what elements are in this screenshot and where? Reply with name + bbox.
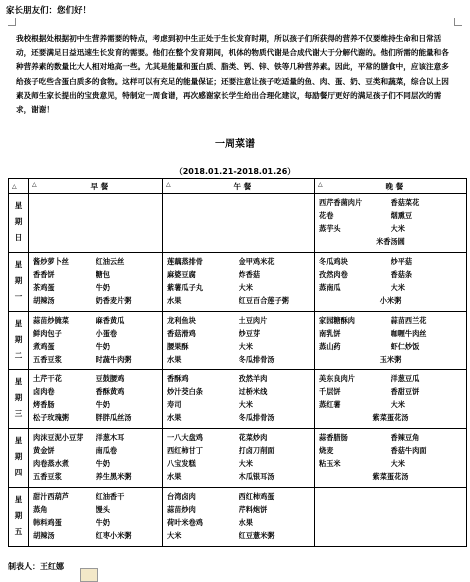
dish-item: 五香豆浆 — [33, 472, 62, 482]
dish-item: 牛奶 — [95, 459, 110, 469]
day-label-char: 星 — [14, 259, 23, 269]
dinner-cell — [315, 488, 467, 547]
day-label — [9, 194, 29, 253]
dish-item: 韩料鸡蛋 — [33, 518, 62, 528]
dish-item: 粘玉米 — [319, 459, 341, 469]
stamp-image — [80, 568, 98, 582]
dish-item: 胡辣汤 — [33, 295, 55, 305]
dish-item: 麻香黄瓜 — [95, 315, 125, 325]
dish-item: 蒸南瓜 — [319, 282, 341, 292]
dish-item: 洋葱木耳 — [95, 433, 125, 443]
dish-item: 烤香肠 — [33, 400, 55, 410]
dish-list — [163, 253, 314, 307]
lunch-cell — [163, 311, 315, 370]
day-label-char: 二 — [14, 350, 23, 360]
dish-item: 鲜肉包子 — [33, 328, 62, 338]
day-label-char: 三 — [14, 409, 23, 419]
dish-item: 牛奶 — [95, 518, 110, 528]
dish-item: 馒头 — [95, 505, 110, 515]
dish-item: 水果 — [167, 354, 182, 364]
dish-item: 五香豆浆 — [33, 354, 62, 364]
dish-list — [29, 312, 162, 366]
dish-item: 豆鼓腰鸡 — [95, 374, 125, 384]
dish-item: 南乳饼 — [319, 328, 341, 338]
dinner-cell — [315, 311, 467, 370]
dish-item: 胖胖瓜丝汤 — [95, 413, 132, 423]
dish-item: 蒸红薯 — [319, 400, 341, 410]
lunch-cell — [163, 370, 315, 429]
header-row — [9, 179, 467, 194]
dish-item: 大米 — [390, 400, 405, 410]
dish-item: 水果 — [167, 413, 182, 423]
day-label-char: 一 — [14, 291, 23, 301]
lunch-cell — [163, 252, 315, 311]
dish-item: 土豆肉片 — [238, 315, 268, 325]
day-label-char: 期 — [14, 511, 23, 521]
day-row — [9, 429, 467, 488]
dish-item: 花卷 — [319, 211, 334, 220]
dish-item: 洋葱豆瓜 — [390, 374, 420, 384]
day-label-char: 期 — [14, 393, 23, 403]
dish-item: 酱炒萝卜丝 — [33, 256, 69, 266]
dish-item: 香辣豆角 — [390, 433, 420, 443]
day-row — [9, 311, 467, 370]
dish-item: 香香饼 — [33, 269, 55, 279]
dish-item: 龙利鱼块 — [167, 315, 196, 325]
dish-list — [315, 429, 466, 483]
dish-list — [163, 370, 314, 424]
dish-item: 香菇滑鸡 — [167, 328, 196, 338]
day-label — [9, 429, 29, 488]
maker-label: 制表人：王红娜 — [8, 562, 64, 571]
dish-item: 麻婆豆腐 — [167, 269, 196, 279]
dish-item: 蒜苗西兰花 — [390, 315, 427, 325]
dish-list — [315, 253, 466, 307]
dish-item: 莲藕蒸排骨 — [167, 256, 203, 266]
dish-item: 香酥黄鸡 — [95, 387, 125, 397]
dish-item: 时蔬牛肉粥 — [95, 354, 132, 364]
dish-item: 牛奶 — [95, 282, 110, 292]
dish-list — [29, 253, 162, 307]
dish-item: 大米 — [238, 341, 253, 351]
dish-item: 冬瓜排骨汤 — [238, 413, 275, 423]
dish-item: 炒豆芽 — [238, 328, 261, 338]
dish-item: 蒜苗炒肉 — [167, 505, 196, 515]
dish-item: 大米 — [238, 459, 253, 469]
dish-item: 土芹干花 — [33, 374, 62, 384]
dinner-cell — [315, 429, 467, 488]
dish-item: 台湾卤肉 — [167, 492, 196, 502]
menu-body — [9, 194, 467, 547]
day-row — [9, 194, 467, 253]
dish-item: 芹料炮饼 — [238, 505, 268, 515]
day-label-char: 五 — [14, 527, 23, 537]
day-label-char: 星 — [14, 377, 23, 387]
day-label-char: 四 — [14, 468, 23, 478]
dish-item: 炒汁茭白条 — [167, 387, 203, 397]
dish-item: 西芹香菌肉片 — [319, 198, 363, 207]
dish-list — [29, 194, 162, 196]
dish-list — [315, 312, 466, 366]
dish-item: 烟熏豆 — [390, 211, 413, 220]
breakfast-cell — [29, 311, 163, 370]
header-corner: △ — [9, 179, 29, 194]
dish-item: 过桥米线 — [238, 387, 268, 397]
dish-item: 寿司 — [167, 400, 182, 410]
dish-list — [29, 370, 162, 424]
dish-item: 孜然羊肉 — [238, 374, 268, 384]
dinner-cell — [315, 194, 467, 253]
dish-item: 红油云丝 — [95, 256, 125, 266]
dish-item: 金甲鸡米花 — [238, 256, 275, 266]
lunch-cell — [163, 488, 315, 547]
dish-item: 蒸角 — [33, 505, 48, 515]
day-row — [9, 370, 467, 429]
dish-list — [29, 488, 162, 542]
day-label — [9, 488, 29, 547]
dish-item: 蒜苗炒腌菜 — [33, 315, 69, 325]
dish-item: 水果 — [167, 472, 182, 482]
header-lunch: △ 午 餐 — [163, 179, 315, 194]
corner-mark-left — [8, 18, 16, 26]
day-label-char: 日 — [14, 233, 23, 242]
header-dinner: △ 晚 餐 — [315, 179, 467, 194]
breakfast-cell — [29, 194, 163, 253]
dish-item: 牛奶 — [95, 400, 110, 410]
dish-item: 卤肉卷 — [33, 387, 55, 397]
dish-item: 香酥鸡 — [167, 374, 189, 384]
day-label-char: 星 — [14, 495, 23, 505]
day-label-char: 期 — [14, 334, 23, 344]
breakfast-cell — [29, 429, 163, 488]
dish-item: 玉米粥 — [379, 354, 402, 364]
dish-item: 美东良肉片 — [319, 374, 355, 384]
intro-paragraph: 我校根据处根据初中生营养需要的特点，考虑到初中生正处于生长发育时期，所以孩子们所获得的营养不仅要维持生命和日常活动，还要满足日益迅速生长发育的需要。他们在整个发育期间，机体的物质代谢是合成代谢大于分解代谢的。他们所需的能量和各种营养素的数量比大人相对地高一些。尤其是能量和蛋白质、脂类、钙、锌、铁等几种营养素。因此，平常的膳食中，应该注意多给孩子吃些含蛋白质多的食物。这样可以有充足的能量保证；还要注意让孩子吃适量的鱼、肉、蛋、奶、豆类和蔬菜，综合以上因素及师生家长提出的宝贵意见，特制定一周食谱，再次感谢家长学生给出合理化建议，每励餐厅更好的满足孩子们不同层次的需求，谢谢！ — [16, 34, 449, 115]
dish-item: 咖喱牛肉丝 — [390, 328, 427, 338]
dish-item: 红油香干 — [95, 492, 125, 502]
dish-item: 打卤刀削面 — [238, 446, 275, 456]
dinner-cell — [315, 252, 467, 311]
dish-item: 荷叶米卷鸡 — [167, 518, 203, 528]
dish-item: 茶鸡蛋 — [33, 282, 55, 292]
dish-item: 蒜香腊肠 — [319, 433, 348, 443]
dish-item: 虾仁炒饭 — [390, 341, 420, 351]
dish-list — [315, 370, 466, 424]
dish-item: 养生黑米粥 — [95, 472, 132, 482]
dish-item: 大米 — [390, 459, 405, 469]
dish-item: 煮鸡蛋 — [33, 341, 55, 351]
dish-list — [163, 194, 314, 196]
breakfast-cell — [29, 370, 163, 429]
dish-item: 冬瓜排骨汤 — [238, 354, 275, 364]
lunch-cell — [163, 429, 315, 488]
breakfast-cell — [29, 488, 163, 547]
day-label-char: 星 — [14, 201, 23, 210]
dish-item: 蒸芋头 — [319, 224, 341, 233]
weekly-menu-table — [8, 178, 467, 547]
dish-item: 香甜豆饼 — [390, 387, 420, 397]
dish-list — [29, 429, 162, 483]
dish-item: 紫菜蛋花汤 — [372, 472, 409, 482]
dish-item: 大米 — [390, 282, 405, 292]
corner-mark-right — [454, 18, 462, 26]
dish-item: 大米 — [238, 400, 253, 410]
dish-item: 孜然肉卷 — [319, 269, 348, 279]
dish-list — [315, 488, 466, 490]
dish-item: 松子玫瑰粥 — [33, 413, 69, 423]
dish-item: 香菇条 — [390, 269, 413, 279]
dish-item: 黄金饼 — [33, 446, 55, 456]
dish-item: 红枣小米粥 — [95, 531, 132, 541]
day-label-char: 期 — [14, 217, 23, 226]
menu-title: 一周菜谱 — [215, 139, 255, 150]
dish-list — [163, 312, 314, 366]
dish-item: 千层饼 — [319, 387, 341, 397]
dish-list — [163, 429, 314, 483]
dish-item: 烧麦 — [319, 446, 334, 456]
dish-item: 冬瓜鸡块 — [319, 256, 348, 266]
day-label-char: 期 — [14, 452, 23, 462]
dish-item: 西红柿鸡蛋 — [238, 492, 275, 502]
dish-item: 花菜炒肉 — [238, 433, 268, 443]
dish-item: 奶香麦片粥 — [95, 295, 132, 305]
dish-item: 胡辣汤 — [33, 531, 55, 541]
dish-item: 蒸山药 — [319, 341, 341, 351]
dish-item: 腰果酥 — [167, 341, 189, 351]
day-label — [9, 370, 29, 429]
day-label-char: 星 — [14, 318, 23, 328]
greeting: 家长朋友们：您们好！ — [6, 6, 92, 16]
dish-item: 肉沫豆泥小豆芽 — [33, 433, 84, 443]
date-range: （2018.01.21-2018.01.26） — [174, 167, 296, 176]
dish-item: 水果 — [167, 295, 182, 305]
day-label — [9, 311, 29, 370]
dish-item: 炒平菇 — [390, 256, 413, 266]
dish-list — [163, 488, 314, 542]
dish-item: 紫薯瓜子丸 — [167, 282, 203, 292]
dish-item: 大米 — [390, 224, 405, 233]
dish-item: 小米粥 — [379, 295, 402, 305]
day-row — [9, 488, 467, 547]
dish-item: 肉卷蒸水煮 — [33, 459, 69, 469]
day-row — [9, 252, 467, 311]
dish-item: 甜汁西葫芦 — [33, 492, 69, 502]
dish-item: 红豆百合莲子粥 — [238, 295, 289, 305]
dish-item: 香菇菜花 — [390, 198, 420, 207]
breakfast-cell — [29, 252, 163, 311]
dish-item: 水果 — [238, 518, 253, 528]
dish-item: 大米 — [167, 531, 182, 541]
dish-item: 紫菜蛋花汤 — [372, 413, 409, 423]
dish-item: 香菇牛肉面 — [390, 446, 427, 456]
day-label-char: 期 — [14, 275, 23, 285]
dish-item: 炸香菇 — [238, 269, 261, 279]
dish-item: 西红柿甘丁 — [167, 446, 203, 456]
dish-item: 红豆薏米粥 — [238, 531, 275, 541]
dish-item: 牛奶 — [95, 341, 110, 351]
dish-item: 木瓜银耳汤 — [238, 472, 275, 482]
dish-item: 家园糖酥肉 — [319, 315, 355, 325]
dish-list — [315, 194, 466, 248]
day-label — [9, 252, 29, 311]
dish-item: 南瓜卷 — [95, 446, 118, 456]
dish-item: 糖包 — [95, 269, 110, 279]
dish-item: 米香汤圆 — [376, 237, 405, 246]
dish-item: 八宝发糕 — [167, 459, 196, 469]
dish-item: 小蛋卷 — [95, 328, 118, 338]
dish-item: 一八大盘鸡 — [167, 433, 203, 443]
day-label-char: 星 — [14, 436, 23, 446]
header-breakfast: △ 早 餐 — [29, 179, 163, 194]
lunch-cell — [163, 194, 315, 253]
dish-item: 大米 — [238, 282, 253, 292]
dinner-cell — [315, 370, 467, 429]
